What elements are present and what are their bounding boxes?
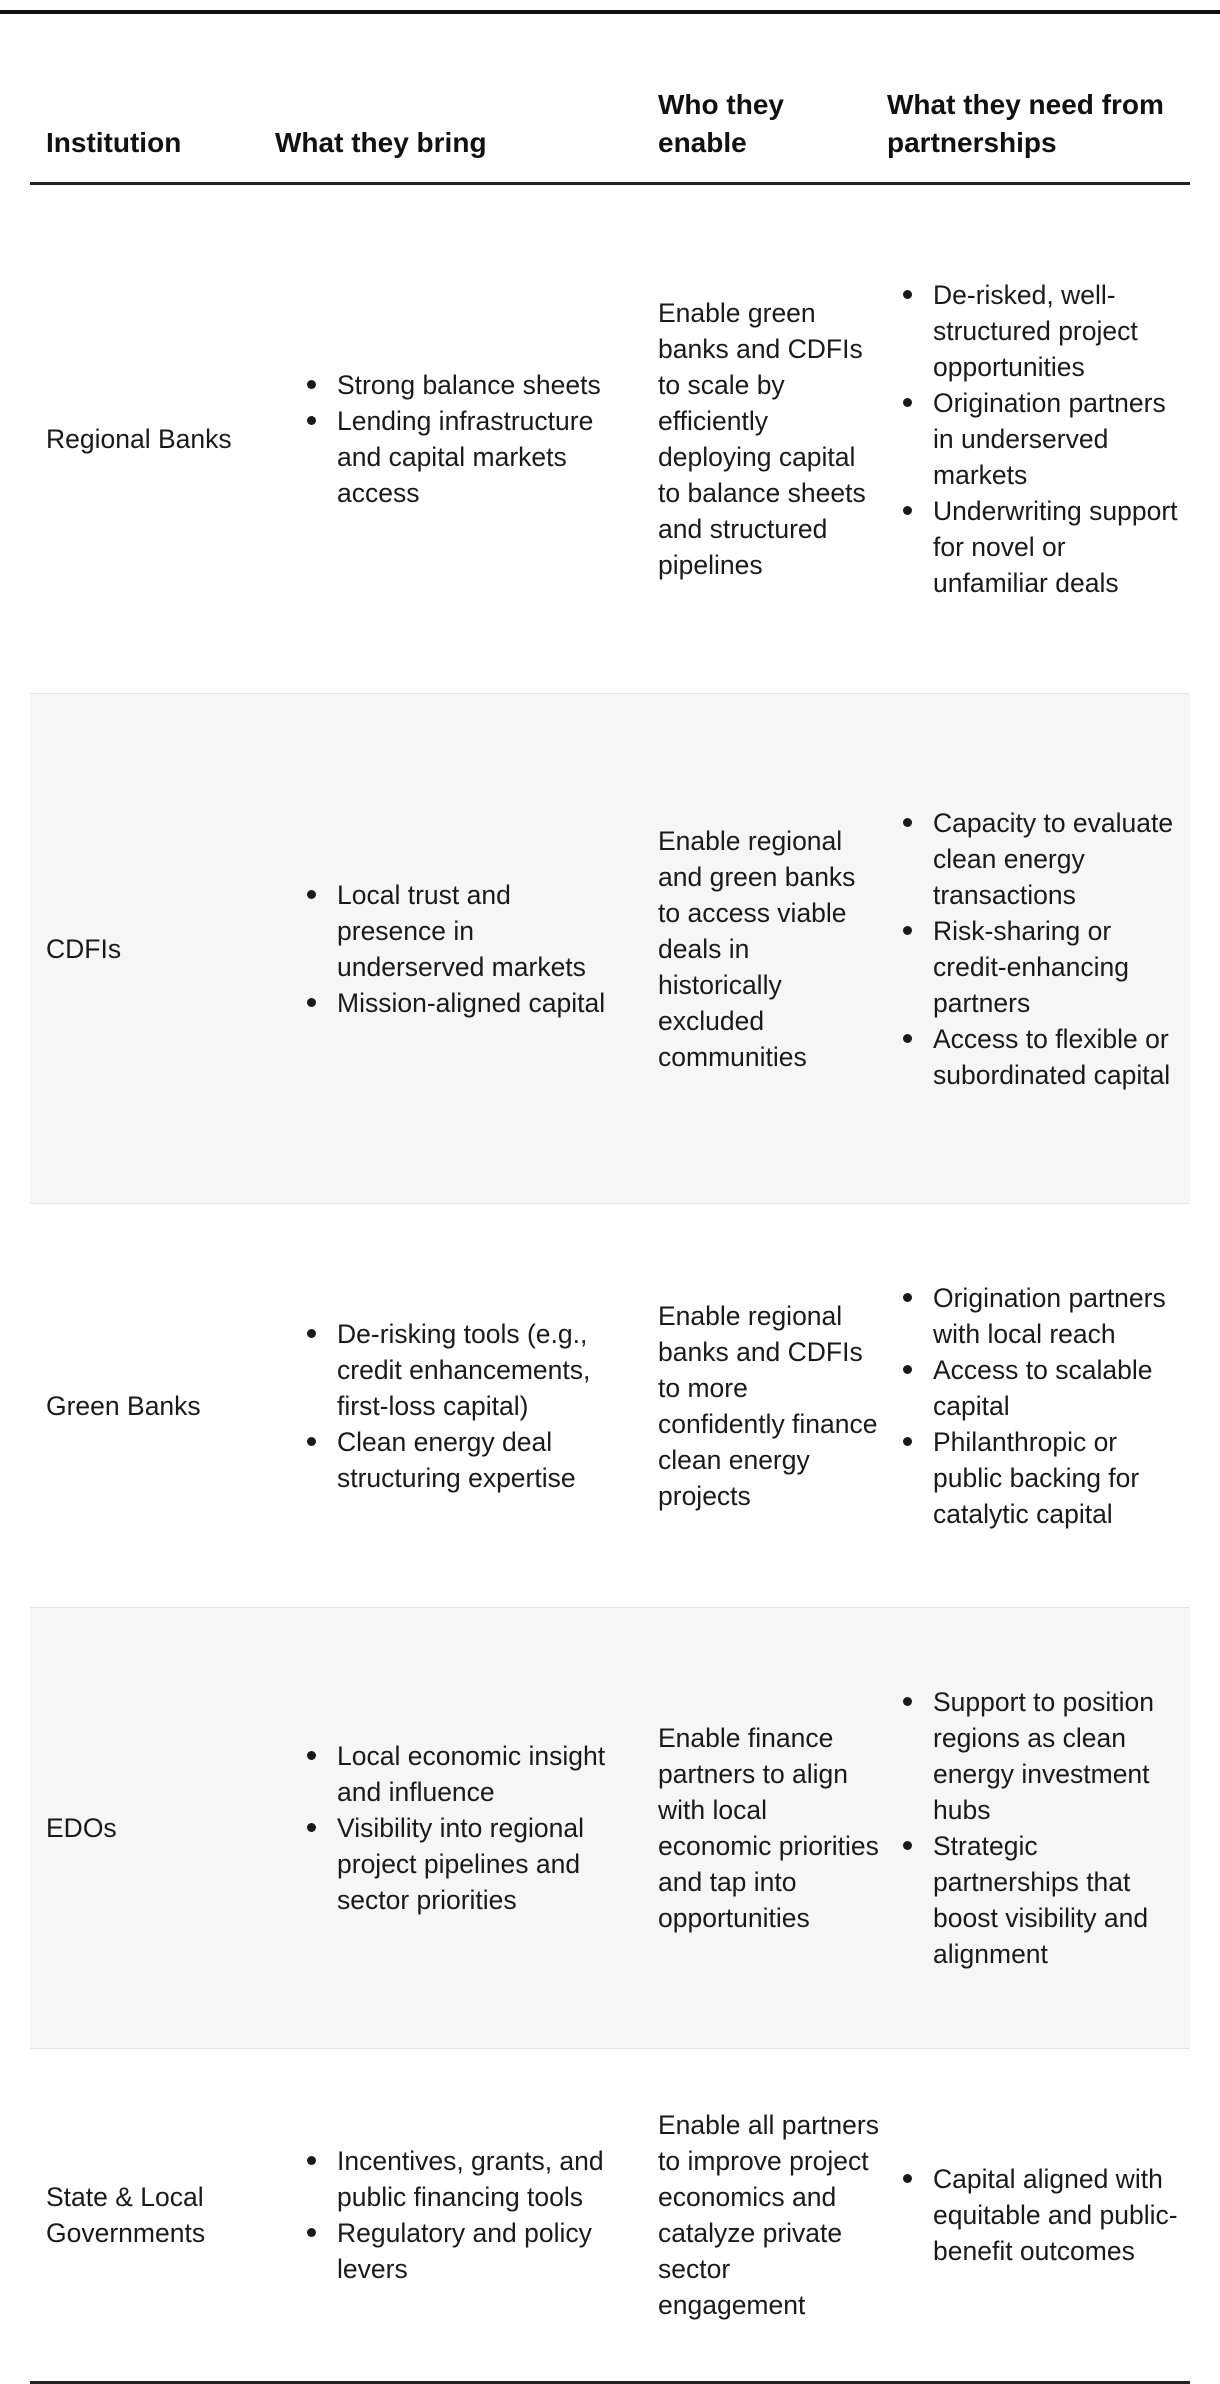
header-institution: Institution <box>30 14 275 184</box>
table-row <box>30 184 1190 694</box>
table-row <box>30 2049 1190 2383</box>
table-row <box>30 1204 1190 1608</box>
needs-list <box>887 277 1186 601</box>
institution-cell: State & Local Governments <box>30 2049 275 2383</box>
header-row <box>30 14 1190 184</box>
bring-cell <box>275 2049 637 2383</box>
list-item: Risk-sharing or credit-enhancing partners <box>887 913 1186 1021</box>
list-item: Access to flexible or subordinated capital <box>887 1021 1186 1093</box>
needs-cell <box>887 1608 1190 2049</box>
list-item: Underwriting support for novel or unfamiliar deals <box>887 493 1186 601</box>
list-item: Support to position regions as clean energy investment hubs <box>887 1684 1186 1828</box>
bring-list <box>275 1738 623 1918</box>
needs-list <box>887 1684 1186 1972</box>
table-header <box>30 14 1190 184</box>
header-what-they-bring: What they bring <box>275 14 637 184</box>
list-item: Capacity to evaluate clean energy transactions <box>887 805 1186 913</box>
enable-cell: Enable regional and green banks to access viable deals in historically excluded communities <box>637 694 887 1204</box>
enable-cell: Enable regional banks and CDFIs to more confidently finance clean energy projects <box>637 1204 887 1608</box>
partnership-table-container <box>30 14 1190 2384</box>
list-item: Regulatory and policy levers <box>275 2215 623 2287</box>
list-item: Incentives, grants, and public financing tools <box>275 2143 623 2215</box>
institution-cell: Regional Banks <box>30 184 275 694</box>
bring-list <box>275 1316 623 1496</box>
bring-list <box>275 877 623 1021</box>
needs-cell <box>887 184 1190 694</box>
needs-cell <box>887 2049 1190 2383</box>
list-item: Mission-aligned capital <box>275 985 623 1021</box>
list-item: Clean energy deal structuring expertise <box>275 1424 623 1496</box>
needs-list <box>887 2161 1186 2269</box>
enable-cell: Enable all partners to improve project economics and catalyze private sector engagement <box>637 2049 887 2383</box>
needs-cell <box>887 694 1190 1204</box>
enable-cell: Enable green banks and CDFIs to scale by efficiently deploying capital to balance sheets and structured pipelines <box>637 184 887 694</box>
list-item: Lending infrastructure and capital markets access <box>275 403 623 511</box>
list-item: Local economic insight and influence <box>275 1738 623 1810</box>
list-item: Origination partners with local reach <box>887 1280 1186 1352</box>
list-item: Local trust and presence in underserved markets <box>275 877 623 985</box>
needs-list <box>887 805 1186 1093</box>
institution-cell: CDFIs <box>30 694 275 1204</box>
bring-list <box>275 2143 623 2287</box>
institution-cell: Green Banks <box>30 1204 275 1608</box>
list-item: De-risking tools (e.g., credit enhancements, first-loss capital) <box>275 1316 623 1424</box>
list-item: Access to scalable capital <box>887 1352 1186 1424</box>
bring-list <box>275 367 623 511</box>
list-item: Capital aligned with equitable and public-benefit outcomes <box>887 2161 1186 2269</box>
list-item: Strong balance sheets <box>275 367 623 403</box>
table-row <box>30 1608 1190 2049</box>
enable-cell: Enable finance partners to align with local economic priorities and tap into opportunities <box>637 1608 887 2049</box>
needs-cell <box>887 1204 1190 1608</box>
list-item: Philanthropic or public backing for catalytic capital <box>887 1424 1186 1532</box>
bring-cell <box>275 1204 637 1608</box>
header-who-they-enable: Who they enable <box>637 14 887 184</box>
list-item: De-risked, well-structured project opportunities <box>887 277 1186 385</box>
bring-cell <box>275 1608 637 2049</box>
header-what-they-need: What they need from partnerships <box>887 14 1190 184</box>
table-body <box>30 184 1190 2383</box>
list-item: Strategic partnerships that boost visibility and alignment <box>887 1828 1186 1972</box>
bring-cell <box>275 184 637 694</box>
partnership-table <box>30 14 1190 2384</box>
bring-cell <box>275 694 637 1204</box>
institution-cell: EDOs <box>30 1608 275 2049</box>
list-item: Origination partners in underserved markets <box>887 385 1186 493</box>
list-item: Visibility into regional project pipelines and sector priorities <box>275 1810 623 1918</box>
needs-list <box>887 1280 1186 1532</box>
table-row <box>30 694 1190 1204</box>
